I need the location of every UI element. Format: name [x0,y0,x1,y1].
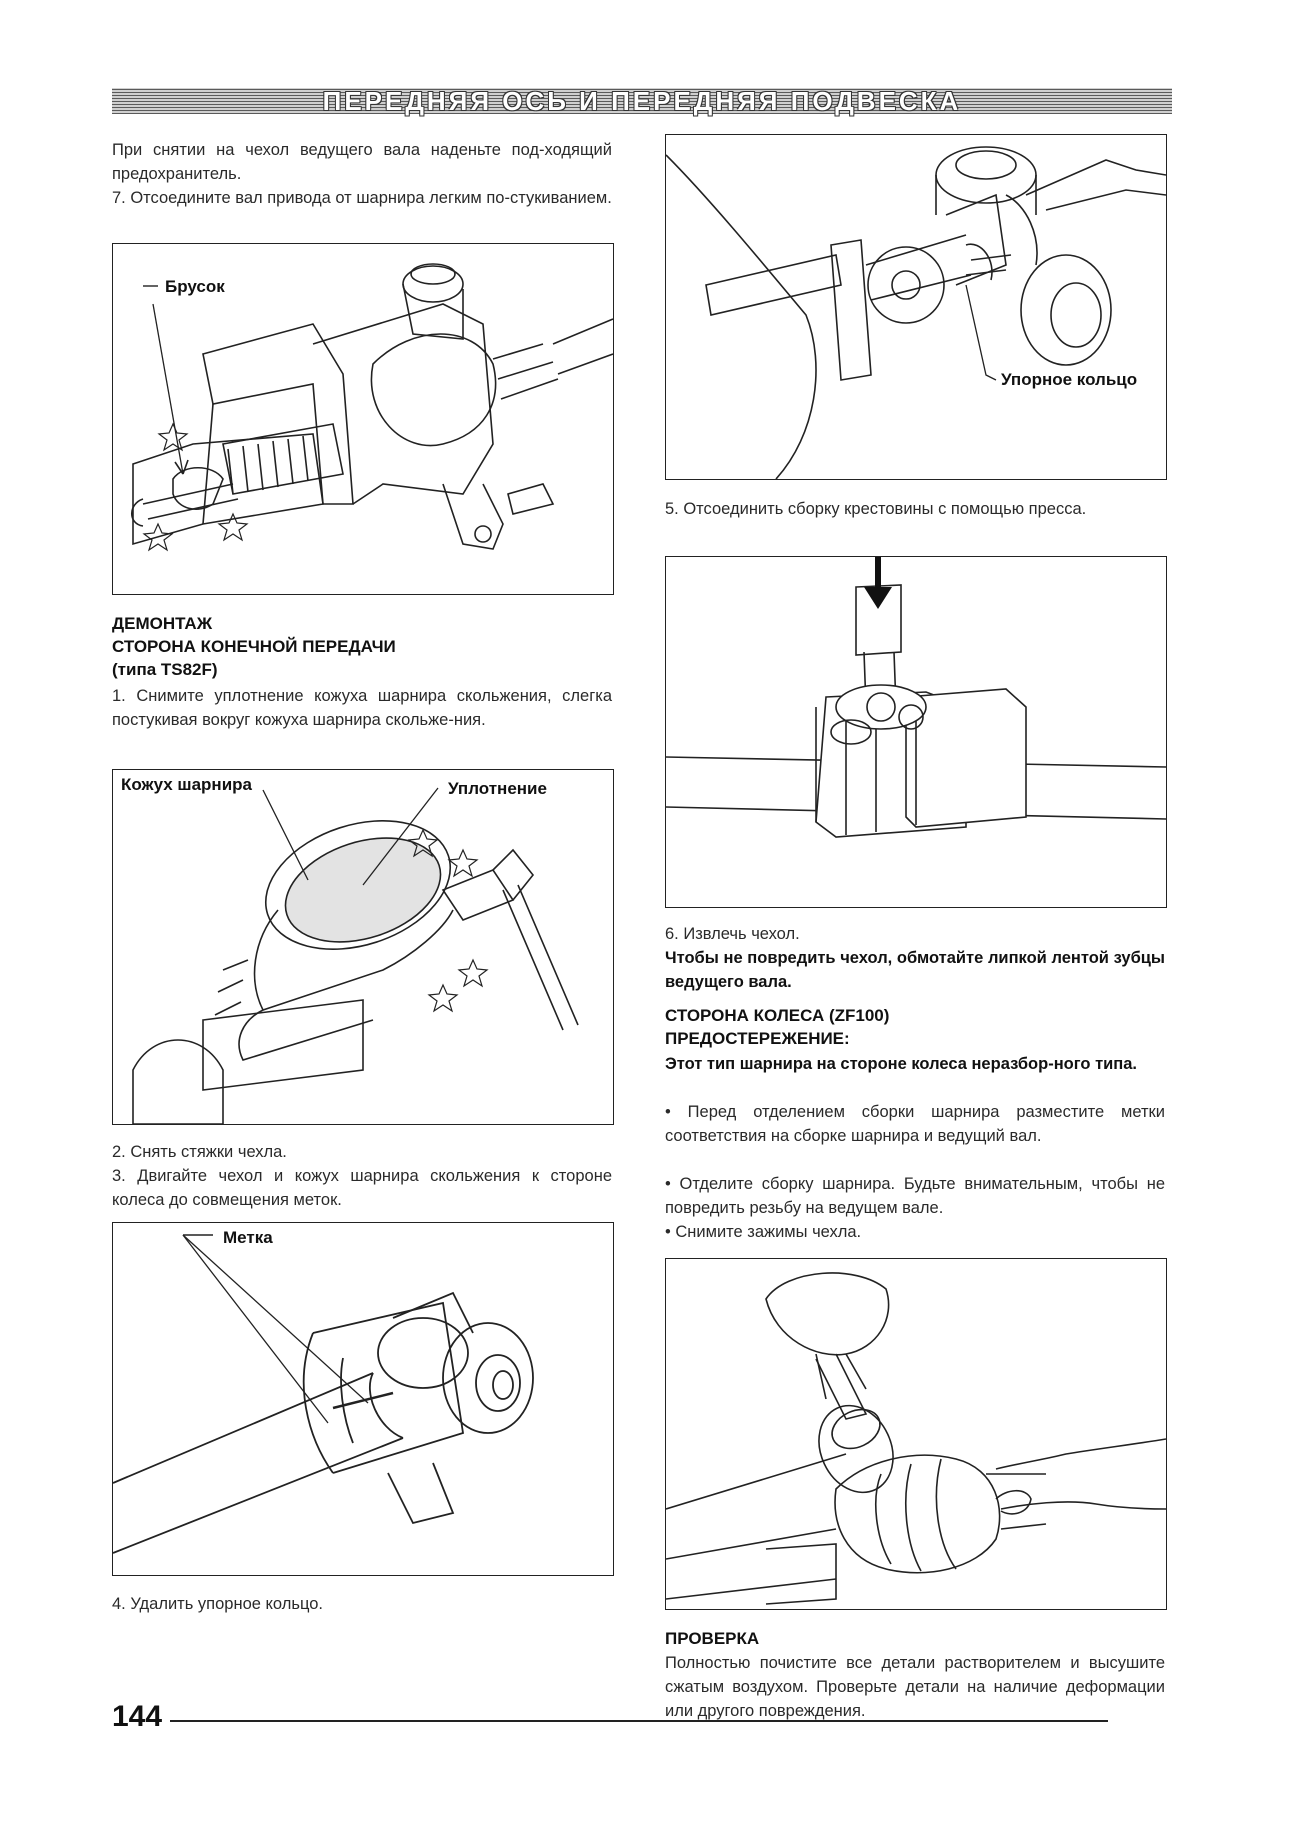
step-4: 4. Удалить упорное кольцо. [112,1595,323,1613]
page-number: 144 [112,1700,163,1733]
caution-note: Этот тип шарнира на стороне колеса неразбор-ного типа. [665,1055,1138,1073]
figure-press [665,556,1167,908]
footer-rule [170,1720,1108,1722]
section-type: (типа TS82F) [112,660,218,679]
label-joint-housing: Кожух шарнира [121,775,252,794]
inspection-text: Полностью почистите все детали растворителем и высушите сжатым воздухом. Проверьте детали на наличие деформации или другого повреждения. [665,1654,1165,1720]
caution-title: ПРЕДОСТЕРЕЖЕНИЕ: [665,1029,850,1048]
drive-shaft-knuckle-illustration [113,244,613,594]
intro-paragraph: При снятии на чехол ведущего вала наденьте под-ходящий предохранитель. [112,141,612,183]
section-subtitle-final-drive: СТОРОНА КОНЕЧНОЙ ПЕРЕДАЧИ [112,637,396,656]
step-2: 2. Снять стяжки чехла. [112,1143,287,1161]
label-bar: Брусок [165,277,225,296]
label-seal: Уплотнение [448,779,547,798]
match-marks-illustration [113,1223,613,1575]
section-title-wheel-side: СТОРОНА КОЛЕСА (ZF100) [665,1006,890,1025]
snap-ring-illustration [666,135,1166,479]
figure-snap-ring [665,134,1167,480]
figure-drive-shaft-knuckle [112,243,614,595]
step-6: 6. Извлечь чехол. [665,925,800,943]
figure-match-marks [112,1222,614,1576]
chapter-header-band [112,85,1172,116]
chapter-title: ПЕРЕДНЯЯ ОСЬ И ПЕРЕДНЯЯ ПОДВЕСКА [322,85,962,116]
mallet-boot-illustration [666,1259,1166,1609]
step-1: 1. Снимите уплотнение кожуха шарнира скольжения, слегка постукивая вокруг кожуха шарнира скольже-ния. [112,687,612,729]
step-6-note: Чтобы не повредить чехол, обмотайте липкой лентой зубцы ведущего вала. [665,949,1165,991]
figure-joint-housing-seal [112,769,614,1125]
figure-mallet-boot [665,1258,1167,1610]
section-title-inspection: ПРОВЕРКА [665,1629,760,1648]
label-mark: Метка [223,1228,273,1247]
bullet-remove-clamps: • Снимите зажимы чехла. [665,1223,862,1241]
label-snap-ring: Упорное кольцо [1001,370,1138,389]
step-7: 7. Отсоедините вал привода от шарнира легким по-стукиванием. [112,189,612,207]
joint-housing-illustration [113,770,613,1124]
bullet-separate-joint: • Отделите сборку шарнира. Будьте внимательным, чтобы не повредить резьбу на ведущем вале. [665,1175,1165,1217]
bullet-match-marks: • Перед отделением сборки шарнира разместите метки соответствия на сборке шарнира и ведущий вал. [665,1103,1165,1145]
step-3: 3. Двигайте чехол и кожух шарнира скольжения к стороне колеса до совмещения меток. [112,1167,612,1209]
press-illustration [666,557,1166,907]
section-title-disassembly: ДЕМОНТАЖ [112,614,213,633]
step-5: 5. Отсоединить сборку крестовины с помощью пресса. [665,500,1087,518]
